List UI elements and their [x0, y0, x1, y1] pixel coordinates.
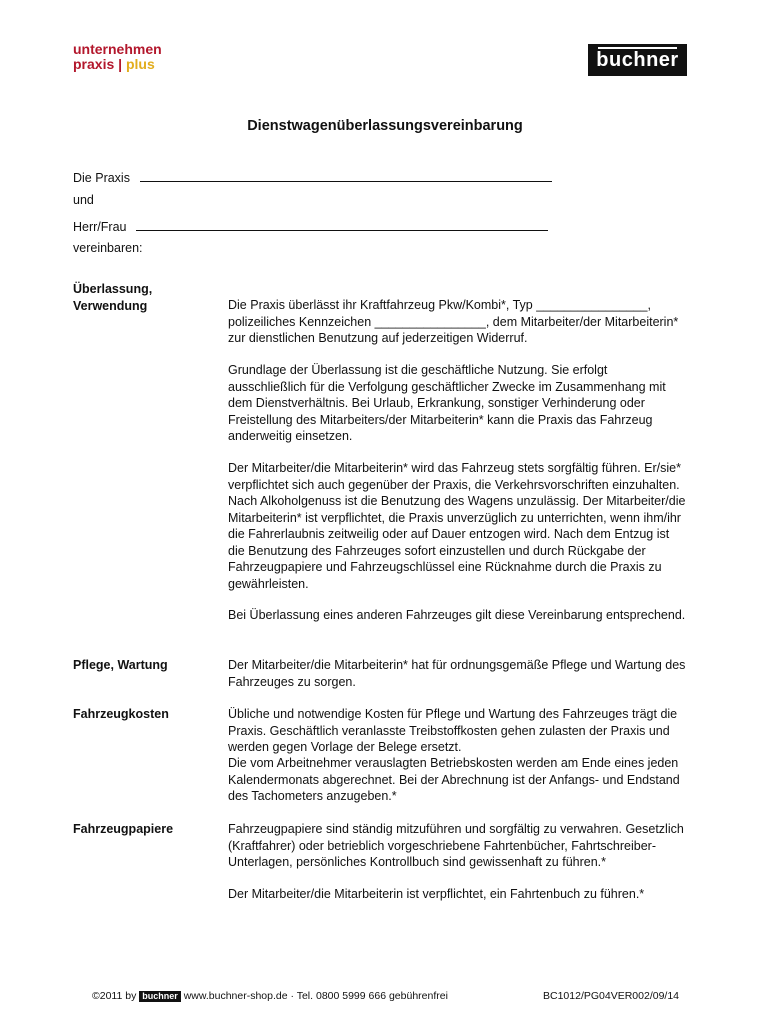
ueberlassung-paragraph-4: Bei Überlassung eines anderen Fahrzeuges gilt diese Vereinbarung entsprechend. — [228, 608, 686, 622]
footer-code: BC1012/PG04VER002/09/14 — [543, 990, 680, 1002]
ueberlassung-paragraph-1: Die Praxis überlässt ihr Kraftfahrzeug Pkw/Kombi*, Typ ________________, polizeiliches Kennzeichen ________________, dem Mitarbeiter/der Mitarbeiterin* zur dienstlichen Benutzung auf jederzeitigen Widerruf. — [228, 298, 679, 345]
section-label-ueberlassung — [73, 281, 152, 314]
papiere-paragraph-1: Fahrzeugpapiere sind ständig mitzuführen und sorgfältig zu verwahren. Gesetzlich (Kraftfahrer) oder betrieblich vorgeschriebene Fahrtenbücher, Fahrtschreiber-Unterlagen, persönliches Kontrollbuch sind gewissenhaft zu führen.* — [228, 822, 684, 869]
kosten-paragraph-2: Die vom Arbeitnehmer verauslagten Betriebskosten werden am Ende eines jeden Kalendermonats abgerechnet. Bei der Abrechnung ist der Anfangs- und Endstand des Tachometers anzugeben.* — [228, 756, 680, 803]
praxis-line — [73, 168, 552, 185]
footer-copyright: ©2011 by — [92, 990, 137, 1002]
herr-label: Herr/Frau — [73, 220, 127, 234]
herr-blank-field[interactable] — [136, 217, 548, 231]
ueberlassung-paragraph-2: Grundlage der Überlassung ist die geschäftliche Nutzung. Sie erfolgt ausschließlich für die Verfolgung geschäftlicher Zwecke im Zusammenhang mit dem Dienstverhältnis. Bei Urlaub, Erkrankung, sonstiger Verhinderung oder Freistellung des Mitarbeiters/der Mitarbeiterin* kann die Praxis das Fahrzeug anderweitig einsetzen. — [228, 363, 666, 443]
praxis-blank-field[interactable] — [140, 168, 552, 182]
kosten-paragraph-1: Übliche und notwendige Kosten für Pflege und Wartung des Fahrzeuges trägt die Praxis. Geschäftlich veranlasste Treibstoffkosten gehen zulasten der Praxis und werden gegen Vorlage der Belege ersetzt. — [228, 707, 678, 754]
ueberlassung-paragraph-3: Der Mitarbeiter/die Mitarbeiterin* wird das Fahrzeug stets sorgfältig führen. Er/sie* verpflichtet sich auch gegenüber der Praxis, die Verkehrsvorschriften einzuhalten. Nach Alkoholgenuss ist die Benutzung des Wagens unzulässig. Der Mitarbeiter/die Mitarbeiterin* ist verpflichtet, die Praxis unverzüglich zu unterrichten, wenn ihm/ihr die Fahrerlaubnis zeitweilig oder auf Dauer entzogen wird. Nach dem Entzug ist die Benutzung des Fahrzeuges sofort einzustellen und durch Rückgabe der Fahrzeugpapiere und Fahrzeugschlüssel eine Rücknahme durch die Praxis zu gewährleisten. — [228, 461, 686, 591]
herr-line — [73, 217, 548, 234]
section-label-pflege: Pflege, Wartung — [73, 658, 168, 672]
brand-praxis: praxis | — [73, 56, 123, 72]
section-label-kosten: Fahrzeugkosten — [73, 707, 169, 721]
brand-line-2 — [73, 57, 162, 72]
label-ueberlassung-line1: Überlassung, — [73, 282, 153, 296]
brand-logo — [73, 42, 162, 72]
und-text: und — [73, 193, 94, 207]
brand-line-1: unternehmen — [73, 41, 162, 57]
papiere-paragraph-2: Der Mitarbeiter/die Mitarbeiterin ist verpflichtet, ein Fahrtenbuch zu führen.* — [228, 887, 645, 901]
footer-mini-logo: buchner — [139, 991, 181, 1002]
buchner-logo: buchner — [588, 44, 687, 76]
footer-contact: www.buchner-shop.de · Tel. 0800 5999 666 gebührenfrei — [183, 990, 448, 1002]
brand-plus: plus — [125, 56, 155, 72]
section-label-papiere: Fahrzeugpapiere — [73, 822, 174, 836]
pflege-paragraph: Der Mitarbeiter/die Mitarbeiterin* hat für ordnungsgemäße Pflege und Wartung des Fahrzeuges zu sorgen. — [228, 658, 686, 689]
vereinbaren-text: vereinbaren: — [73, 241, 143, 255]
praxis-label: Die Praxis — [73, 171, 130, 185]
footer-left — [92, 990, 448, 1002]
document-title: Dienstwagenüberlassungsvereinbarung — [247, 118, 523, 134]
label-ueberlassung-line2: Verwendung — [73, 298, 148, 313]
